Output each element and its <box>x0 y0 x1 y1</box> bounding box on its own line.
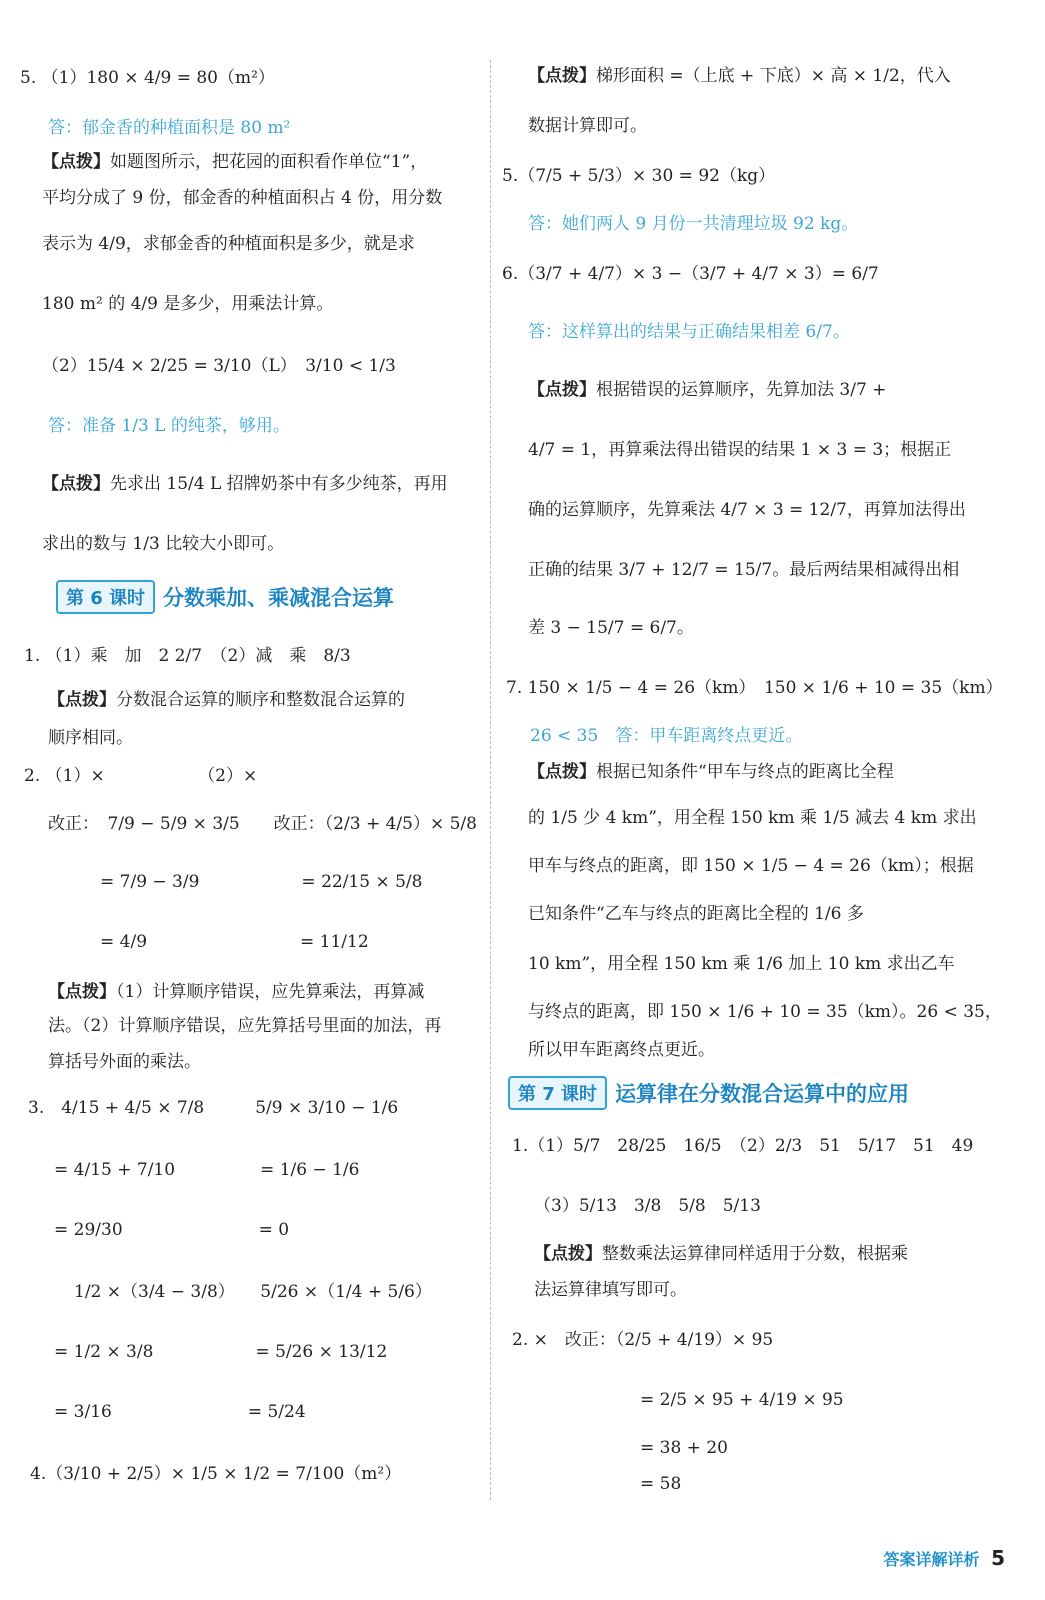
l6-q2-tip2: 法。（2）计算顺序错误，应先算括号里面的加法，再 <box>48 1016 442 1036</box>
r-q6-tip5: 差 3 − 15/7 = 6/7。 <box>528 618 694 638</box>
page-number: 5 <box>991 1546 1005 1570</box>
l6-q2-step1: 改正： 7/9 − 5/9 × 3/5 改正：（2/3 + 4/5）× 5/8 <box>48 814 477 834</box>
r-q7: 7. 150 × 1/5 − 4 = 26（km） 150 × 1/6 + 10 = 35（km） <box>506 678 1003 698</box>
r-q7-tip2: 的 1/5 少 4 km”，用全程 150 km 乘 1/5 减去 4 km 求出 <box>528 808 977 828</box>
r-q6: 6.（3/7 + 4/7）× 3 −（3/7 + 4/7 × 3）= 6/7 <box>502 264 879 284</box>
page-footer <box>883 1546 1005 1570</box>
r-q7-tip7: 所以甲车距离终点更近。 <box>528 1040 715 1060</box>
tip-top-line1: 【点拨】梯形面积 =（上底 + 下底）× 高 × 1/2，代入 <box>528 66 951 86</box>
l6-q3-row3: = 29/30 = 0 <box>54 1220 290 1240</box>
l6-q2-step3: = 4/9 = 11/12 <box>100 932 369 952</box>
l7-q2-step2: = 38 + 20 <box>640 1438 728 1458</box>
l6-q2-tip3: 算括号外面的乘法。 <box>48 1052 201 1072</box>
l7-q2-step1: = 2/5 × 95 + 4/19 × 95 <box>640 1390 844 1410</box>
l6-q2-step2: = 7/9 − 3/9 = 22/15 × 5/8 <box>100 872 423 892</box>
r-q6-tip1: 【点拨】根据错误的运算顺序，先算加法 3/7 + <box>528 380 887 400</box>
r-q7-tip5: 10 km”，用全程 150 km 乘 1/6 加上 10 km 求出乙车 <box>528 954 955 974</box>
l6-q2: 2. （1）× （2）× <box>24 766 258 786</box>
tip-q5-2-line2: 求出的数与 1/3 比较大小即可。 <box>42 534 285 554</box>
r-q7-answer: 26 < 35 答：甲车距离终点更近。 <box>530 726 803 746</box>
lesson7-heading <box>508 1076 909 1110</box>
l6-q1-tip2: 顺序相同。 <box>48 728 133 748</box>
l6-q4: 4.（3/10 + 2/5）× 1/5 × 1/2 = 7/100（m²） <box>30 1464 402 1484</box>
tip-top-line2: 数据计算即可。 <box>528 116 647 136</box>
l6-q1-tip1: 【点拨】分数混合运算的顺序和整数混合运算的 <box>48 690 405 710</box>
column-divider <box>490 60 492 1500</box>
r-q6-tip3: 确的运算顺序，先算乘法 4/7 × 3 = 12/7，再算加法得出 <box>528 500 966 520</box>
lesson7-tag: 第 7 课时 <box>508 1076 607 1110</box>
r-q5: 5.（7/5 + 5/3）× 30 = 92（kg） <box>502 166 776 186</box>
tip-q5-1-line1: 【点拨】如题图所示，把花园的面积看作单位“1”， <box>42 152 428 172</box>
q5-part2-answer: 答：准备 1/3 L 的纯茶，够用。 <box>48 416 290 436</box>
l6-q1: 1. （1）乘 加 2 2/7 （2）减 乘 8/3 <box>24 646 351 666</box>
lesson6-title: 分数乘加、乘减混合运算 <box>163 586 395 610</box>
l7-q2-step3: = 58 <box>640 1474 682 1494</box>
tip-q5-1-line4: 180 m² 的 4/9 是多少，用乘法计算。 <box>42 294 334 314</box>
q5-part2: （2）15/4 × 2/25 = 3/10（L） 3/10 < 1/3 <box>42 356 396 376</box>
l7-q1-line2: （3）5/13 3/8 5/8 5/13 <box>534 1196 761 1216</box>
lesson7-title: 运算律在分数混合运算中的应用 <box>615 1082 910 1106</box>
l7-q1-tip2: 法运算律填写即可。 <box>534 1280 687 1300</box>
tip-q5-1-line2: 平均分成了 9 份，郁金香的种植面积占 4 份，用分数 <box>42 188 443 208</box>
q5-part1: 5. （1）180 × 4/9 = 80（m²） <box>20 68 275 88</box>
tip-q5-1-line3: 表示为 4/9，求郁金香的种植面积是多少，就是求 <box>42 234 415 254</box>
footer-label: 答案详解详析 <box>883 1550 980 1569</box>
tip-q5-2-line1: 【点拨】先求出 15/4 L 招牌奶茶中有多少纯茶，再用 <box>42 474 448 494</box>
l6-q3-row6: = 3/16 = 5/24 <box>54 1402 306 1422</box>
l6-q3-row5: = 1/2 × 3/8 = 5/26 × 13/12 <box>54 1342 388 1362</box>
q5-part1-answer: 答：郁金香的种植面积是 80 m² <box>48 118 291 138</box>
r-q7-tip1: 【点拨】根据已知条件“甲车与终点的距离比全程 <box>528 762 894 782</box>
l6-q3-row1: 3. 4/15 + 4/5 × 7/8 5/9 × 3/10 − 1/6 <box>28 1098 399 1118</box>
lesson6-tag: 第 6 课时 <box>56 580 155 614</box>
r-q7-tip6: 与终点的距离，即 150 × 1/6 + 10 = 35（km）。26 < 35， <box>528 1002 1002 1022</box>
r-q6-tip4: 正确的结果 3/7 + 12/7 = 15/7。最后两结果相减得出相 <box>528 560 960 580</box>
tip-label: 【点拨】 <box>42 152 110 172</box>
lesson6-heading <box>56 580 394 614</box>
r-q6-answer: 答：这样算出的结果与正确结果相差 6/7。 <box>528 322 850 342</box>
r-q7-tip3: 甲车与终点的距离，即 150 × 1/5 − 4 = 26（km）；根据 <box>528 856 974 876</box>
l6-q3-row4: 1/2 ×（3/4 − 3/8） 5/26 ×（1/4 + 5/6） <box>74 1282 432 1302</box>
l7-q1-tip1: 【点拨】整数乘法运算律同样适用于分数，根据乘 <box>534 1244 908 1264</box>
l6-q3-row2: = 4/15 + 7/10 = 1/6 − 1/6 <box>54 1160 360 1180</box>
l6-q2-tip1: 【点拨】（1）计算顺序错误，应先算乘法，再算减 <box>48 982 425 1002</box>
r-q6-tip2: 4/7 = 1，再算乘法得出错误的结果 1 × 3 = 3；根据正 <box>528 440 952 460</box>
l7-q2: 2. × 改正：（2/5 + 4/19）× 95 <box>512 1330 774 1350</box>
l7-q1-line1: 1.（1）5/7 28/25 16/5 （2）2/3 51 5/17 51 49 <box>512 1136 974 1156</box>
r-q7-tip4: 已知条件“乙车与终点的距离比全程的 1/6 多 <box>528 904 864 924</box>
r-q5-answer: 答：她们两人 9 月份一共清理垃圾 92 kg。 <box>528 214 859 234</box>
